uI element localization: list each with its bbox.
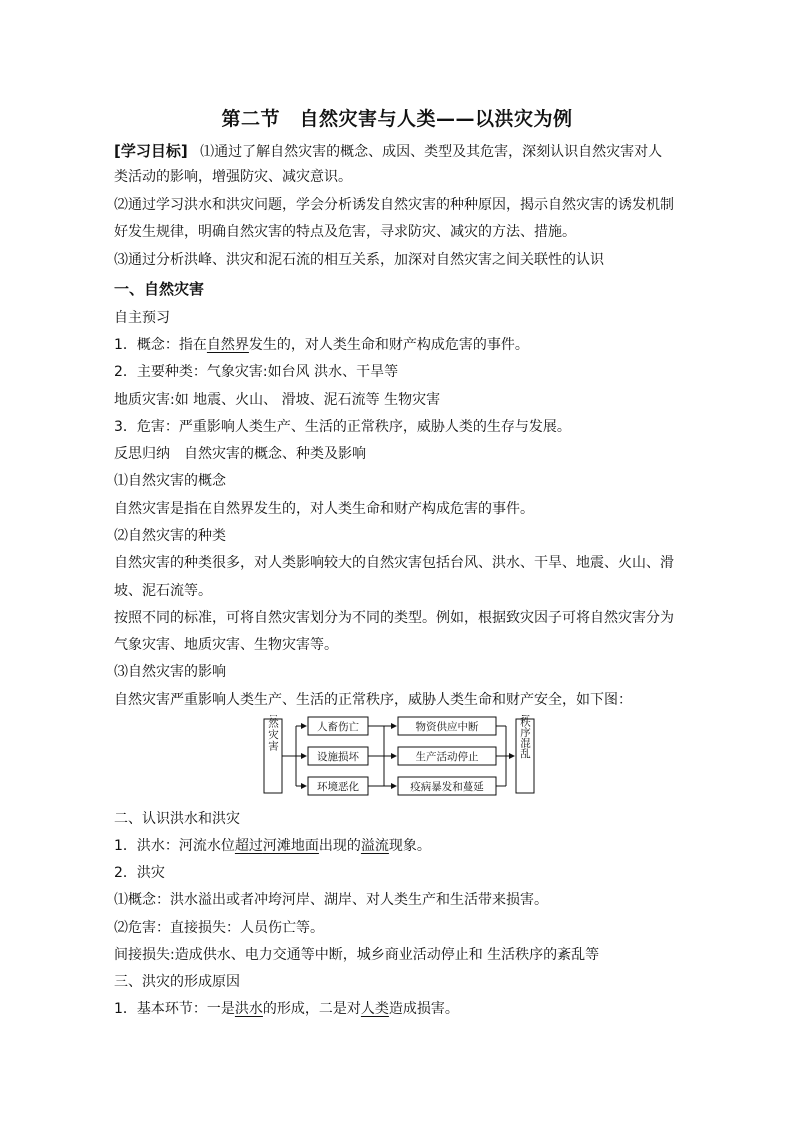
flood-disaster-label: 2．洪灾 <box>114 865 165 881</box>
basic-e: 造成损害。 <box>388 1001 459 1017</box>
box-facility-damage-label: 设施损坏 <box>317 751 359 763</box>
flood-def-f: 现象。 <box>388 838 431 854</box>
harm-line: 3．危害：严重影响人类生产、生活的正常秩序，威胁人类的生存与发展。 <box>114 419 571 435</box>
concept-prefix: 1．概念：指在 <box>114 337 207 353</box>
r1-text: 自然灾害是指在自然界发生的，对人类生命和财产构成危害的事件。 <box>114 501 534 517</box>
flood-indirect-loss: 间接损失:造成供水、电力交通等中断，城乡商业活动停止和 生活秩序的紊乱等 <box>114 947 600 963</box>
basic-d: 人类 <box>360 1001 389 1017</box>
flood-def-e: 溢流 <box>360 838 389 854</box>
flood-disaster-harm: ⑵危害：直接损失：人员伤亡等。 <box>114 920 324 936</box>
box-epidemic-label: 疫病暴发和蔓延 <box>410 781 484 793</box>
basic-b: 洪水 <box>234 1001 263 1017</box>
concept-underlined: 自然界 <box>206 337 249 353</box>
r2-text-4: 气象灾害、地质灾害、生物灾害等。 <box>114 637 338 653</box>
impact-flow-diagram <box>260 715 540 797</box>
goal-3: ⑶通过分析洪峰、洪灾和泥石流的相互关系，加深对自然灾害之间关联性的认识 <box>114 252 604 268</box>
basic-links-line <box>114 999 684 1019</box>
geo-types-line: 地质灾害:如 地震、火山、 滑坡、泥石流等 生物灾害 <box>114 392 441 408</box>
goals-label: [学习目标] <box>114 142 188 160</box>
reflect-label: 反思归纳 自然灾害的概念、种类及影响 <box>114 446 366 462</box>
types-line: 2．主要种类：气象灾害:如台风 洪水、干旱等 <box>114 364 399 380</box>
r2-text-2: 坡、泥石流等。 <box>114 583 212 599</box>
r2-heading: ⑵自然灾害的种类 <box>114 528 226 544</box>
basic-a: 1．基本环节：一是 <box>114 1001 235 1017</box>
box-social-chaos-label: 社会秩序混乱 <box>519 715 531 759</box>
r2-text-3: 按照不同的标准，可将自然灾害划分为不同的类型。例如，根据致灾因子可将自然灾害分为 <box>114 610 674 626</box>
basic-c: 的形成，二是对 <box>262 1001 361 1017</box>
r2-text-1: 自然灾害的种类很多，对人类影响较大的自然灾害包括台风、洪水、干旱、地震、火山、滑 <box>114 555 674 571</box>
box-casualties-label: 人畜伤亡 <box>317 721 359 733</box>
box-supply-interrupt-label: 物资供应中断 <box>415 721 479 733</box>
flood-def-c: 河滩地面 <box>262 838 319 854</box>
goal-1a: ⑴通过了解自然灾害的概念、成因、类型及其危害，深刻认识自然灾害对人 <box>200 144 663 160</box>
r1-heading: ⑴自然灾害的概念 <box>114 473 226 489</box>
flood-def-line <box>114 836 684 856</box>
box-environment-label: 环境恶化 <box>317 781 359 793</box>
flood-disaster-concept: ⑴概念：洪水溢出或者冲垮河岸、湖岸、对人类生产和生活带来损害。 <box>114 892 548 908</box>
goal-2b: 好发生规律，明确自然灾害的特点及危害，寻求防灾、减灾的方法、措施。 <box>114 224 576 240</box>
box-production-stop-label: 生产活动停止 <box>415 751 479 763</box>
concept-suffix: 发生的，对人类生命和财产构成危害的事件。 <box>248 337 529 353</box>
r3-text: 自然灾害严重影响人类生产、生活的正常秩序，威胁人类生命和财产安全，如下图： <box>114 692 632 708</box>
section-2-heading: 二、认识洪水和洪灾 <box>114 811 240 827</box>
goal-1b: 类活动的影响，增强防灾、减灾意识。 <box>114 169 352 185</box>
box-natural-disaster-label: 自然灾害 <box>267 715 279 752</box>
section-3-heading: 三、洪灾的形成原因 <box>114 974 240 990</box>
page-title: 第二节 自然灾害与人类——以洪灾为例 <box>221 108 573 130</box>
section-1-heading: 一、自然灾害 <box>114 280 205 298</box>
flood-def-d: 出现的 <box>318 838 361 854</box>
flood-def-b: 超过 <box>234 838 263 854</box>
flood-def-a: 1．洪水：河流水位 <box>114 838 235 854</box>
goal-2a: ⑵通过学习洪水和洪灾问题，学会分析诱发自然灾害的种种原因，揭示自然灾害的诱发机制 <box>114 197 674 213</box>
self-preview-label: 自主预习 <box>114 310 170 326</box>
r3-heading: ⑶自然灾害的影响 <box>114 664 226 680</box>
goal-line-1 <box>114 141 684 162</box>
concept-line <box>114 335 684 355</box>
